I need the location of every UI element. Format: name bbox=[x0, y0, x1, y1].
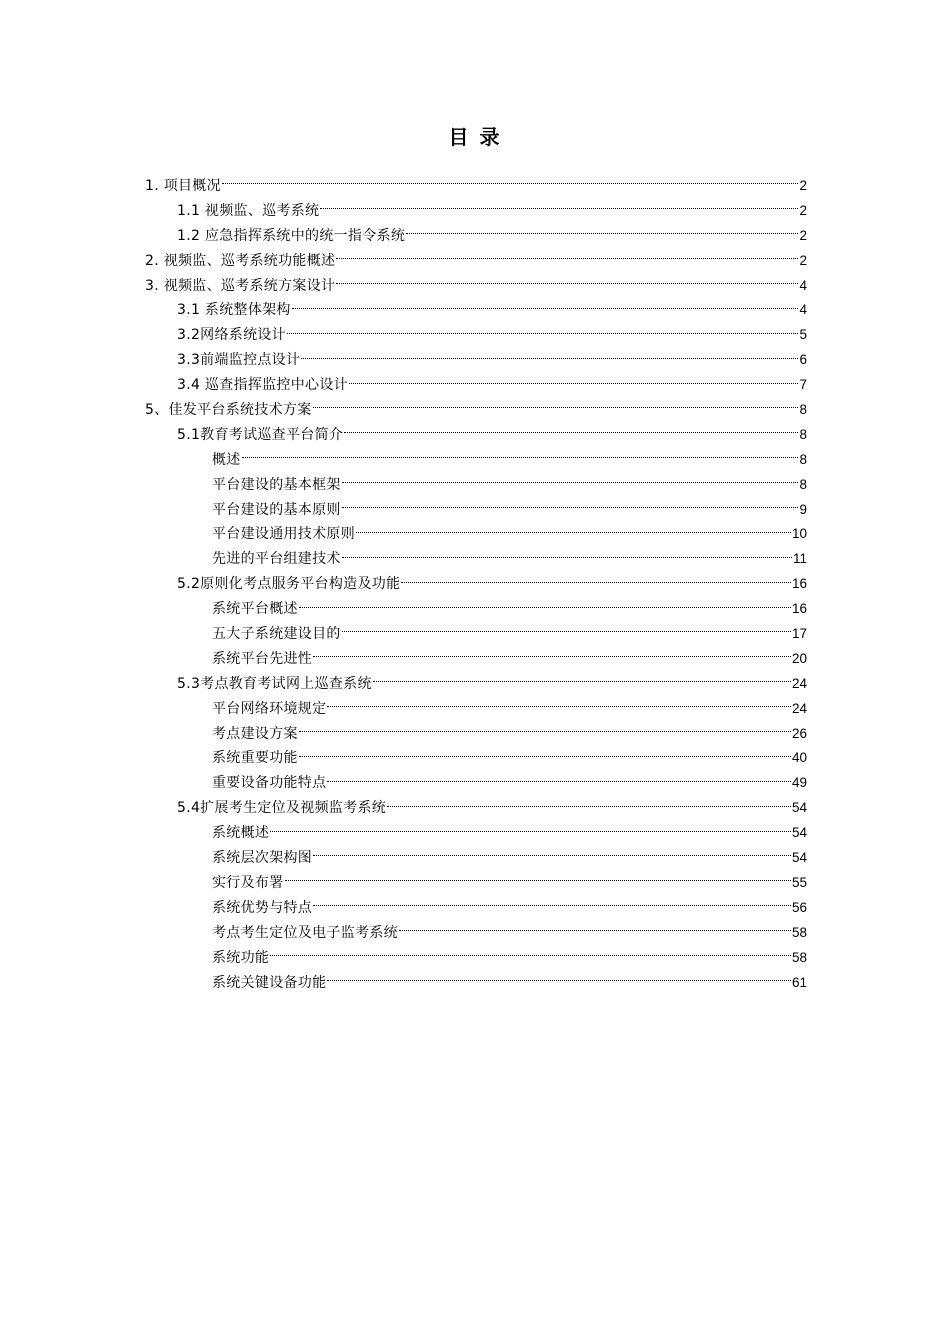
toc-entry[interactable] bbox=[0, 323, 807, 348]
toc-entry-text[interactable]: 平台建设的基本原则 bbox=[212, 501, 341, 518]
toc-entry-text[interactable]: 五大子系统建设目的 bbox=[212, 626, 341, 643]
toc-page-number[interactable]: 16 bbox=[791, 601, 807, 617]
dot-leader bbox=[299, 755, 791, 757]
toc-entry[interactable] bbox=[0, 921, 807, 946]
dot-leader bbox=[313, 904, 791, 906]
toc-page-number[interactable]: 24 bbox=[791, 675, 807, 691]
dot-leader bbox=[336, 282, 798, 284]
toc-entry[interactable] bbox=[0, 622, 807, 647]
dot-leader bbox=[327, 780, 791, 782]
toc-page-number[interactable]: 56 bbox=[791, 899, 807, 915]
toc-entry[interactable] bbox=[0, 348, 807, 373]
dot-leader bbox=[285, 879, 791, 881]
toc-page-number[interactable]: 8 bbox=[799, 451, 807, 467]
dot-leader bbox=[313, 655, 791, 657]
toc-page-number[interactable]: 58 bbox=[791, 949, 807, 965]
toc-entry[interactable] bbox=[0, 199, 807, 224]
toc-entry-text[interactable]: 3. 视频监、巡考系统方案设计 bbox=[145, 277, 336, 294]
toc-page-number[interactable]: 20 bbox=[791, 650, 807, 666]
toc-entry-text[interactable]: 系统重要功能 bbox=[212, 750, 298, 767]
toc-entry-text[interactable]: 5.4扩展考生定位及视频监考系统 bbox=[177, 800, 387, 817]
toc-page-number[interactable]: 26 bbox=[791, 725, 807, 741]
toc-entry-text[interactable]: 平台建设通用技术原则 bbox=[212, 526, 355, 543]
toc-page-number[interactable]: 8 bbox=[799, 426, 807, 442]
dot-leader bbox=[301, 357, 798, 359]
toc-entry[interactable] bbox=[0, 697, 807, 722]
toc-page-number[interactable]: 2 bbox=[799, 252, 807, 268]
dot-leader bbox=[349, 382, 799, 384]
toc-entry-text[interactable]: 3.3前端监控点设计 bbox=[177, 352, 301, 369]
toc-page-number[interactable]: 61 bbox=[791, 974, 807, 990]
toc-entry[interactable] bbox=[0, 398, 807, 423]
toc-page-number[interactable]: 2 bbox=[799, 202, 807, 218]
toc-page-number[interactable]: 24 bbox=[791, 700, 807, 716]
toc-entry-text[interactable]: 3.4 巡查指挥监控中心设计 bbox=[177, 377, 348, 394]
toc-entry[interactable] bbox=[0, 796, 807, 821]
toc-entry[interactable] bbox=[0, 249, 807, 274]
dot-leader bbox=[287, 332, 799, 334]
toc-entry[interactable] bbox=[0, 846, 807, 871]
toc-entry-text[interactable]: 5.1教育考试巡查平台简介 bbox=[177, 426, 344, 443]
toc-page-number[interactable]: 4 bbox=[799, 302, 807, 318]
dot-leader bbox=[406, 232, 798, 234]
toc-page-number[interactable]: 2 bbox=[799, 178, 807, 193]
toc-entry[interactable] bbox=[0, 647, 807, 672]
toc-entry[interactable] bbox=[0, 722, 807, 747]
dot-leader bbox=[356, 531, 791, 533]
toc-title: 目 录 bbox=[448, 125, 502, 149]
dot-leader bbox=[242, 456, 799, 458]
toc-entry[interactable] bbox=[0, 473, 807, 498]
toc-entry-text[interactable]: 5.3考点教育考试网上巡查系统 bbox=[177, 675, 372, 692]
table-of-contents bbox=[0, 174, 950, 995]
toc-entry-text[interactable]: 2. 视频监、巡考系统功能概述 bbox=[145, 252, 336, 269]
toc-entry[interactable] bbox=[0, 174, 807, 199]
toc-entry-text[interactable]: 5.2原则化考点服务平台构造及功能 bbox=[177, 576, 401, 593]
dot-leader bbox=[270, 954, 791, 956]
toc-entry-text[interactable]: 系统平台先进性 bbox=[212, 650, 313, 667]
toc-entry[interactable] bbox=[0, 746, 807, 771]
toc-entry-text[interactable]: 概述 bbox=[212, 451, 241, 468]
toc-entry-text[interactable]: 平台网络环境规定 bbox=[212, 700, 327, 717]
dot-leader bbox=[292, 307, 799, 309]
toc-page-number[interactable]: 10 bbox=[791, 526, 807, 542]
toc-entry-text[interactable]: 3.2网络系统设计 bbox=[177, 327, 286, 344]
toc-page-number[interactable]: 8 bbox=[799, 402, 807, 418]
toc-page-number[interactable]: 54 bbox=[791, 825, 807, 841]
toc-page-number[interactable]: 49 bbox=[791, 775, 807, 791]
toc-entry[interactable] bbox=[0, 547, 807, 572]
toc-entry[interactable] bbox=[0, 373, 807, 398]
toc-entry[interactable] bbox=[0, 274, 807, 299]
toc-entry[interactable] bbox=[0, 672, 807, 697]
toc-page-number[interactable]: 54 bbox=[791, 850, 807, 866]
toc-entry[interactable] bbox=[0, 572, 807, 597]
toc-entry-text[interactable]: 先进的平台组建技术 bbox=[212, 551, 341, 568]
toc-entry-text[interactable]: 考点考生定位及电子监考系统 bbox=[212, 924, 398, 941]
toc-entry-text[interactable]: 3.1 系统整体架构 bbox=[177, 302, 291, 319]
toc-entry[interactable] bbox=[0, 871, 807, 896]
dot-leader bbox=[270, 830, 791, 832]
toc-entry[interactable] bbox=[0, 896, 807, 921]
toc-entry-text[interactable]: 系统层次架构图 bbox=[212, 850, 313, 867]
toc-page-number[interactable]: 55 bbox=[791, 874, 807, 890]
dot-leader bbox=[222, 182, 799, 184]
toc-page-number[interactable]: 4 bbox=[799, 277, 807, 293]
toc-page-number[interactable]: 40 bbox=[791, 750, 807, 766]
toc-entry[interactable] bbox=[0, 597, 807, 622]
toc-entry-text[interactable]: 系统平台概述 bbox=[212, 601, 298, 618]
dot-leader bbox=[399, 929, 791, 931]
dot-leader bbox=[336, 257, 798, 259]
toc-page-number[interactable]: 9 bbox=[799, 501, 807, 517]
toc-page-number[interactable]: 11 bbox=[792, 551, 807, 567]
toc-entry-text[interactable]: 系统关键设备功能 bbox=[212, 974, 327, 991]
dot-leader bbox=[373, 680, 791, 682]
dot-leader bbox=[401, 581, 791, 583]
toc-page-number[interactable]: 7 bbox=[799, 377, 807, 393]
dot-leader bbox=[299, 730, 791, 732]
toc-entry[interactable] bbox=[0, 821, 807, 846]
toc-entry-text[interactable]: 重要设备功能特点 bbox=[212, 775, 327, 792]
toc-entry-text[interactable]: 平台建设的基本框架 bbox=[212, 476, 341, 493]
toc-entry[interactable] bbox=[0, 771, 807, 796]
dot-leader bbox=[342, 481, 799, 483]
toc-page-number[interactable]: 5 bbox=[799, 327, 807, 343]
toc-entry[interactable] bbox=[0, 298, 807, 323]
toc-entry-text[interactable]: 系统概述 bbox=[212, 825, 270, 842]
toc-entry-text[interactable]: 系统优势与特点 bbox=[212, 899, 313, 916]
dot-leader bbox=[342, 630, 791, 632]
dot-leader bbox=[344, 431, 798, 433]
toc-entry-text[interactable]: 系统功能 bbox=[212, 949, 270, 966]
toc-page-number[interactable]: 6 bbox=[799, 352, 807, 368]
toc-page-number[interactable]: 54 bbox=[791, 800, 807, 816]
toc-entry-text[interactable]: 1. 项目概况 bbox=[145, 178, 221, 194]
toc-entry-text[interactable]: 1.2 应急指挥系统中的统一指令系统 bbox=[177, 227, 406, 244]
dot-leader bbox=[313, 854, 791, 856]
toc-entry[interactable] bbox=[0, 498, 807, 523]
toc-entry[interactable] bbox=[0, 522, 807, 547]
toc-page-number[interactable]: 17 bbox=[791, 626, 807, 642]
toc-entry[interactable] bbox=[0, 946, 807, 971]
dot-leader bbox=[320, 207, 798, 209]
toc-entry-text[interactable]: 5、佳发平台系统技术方案 bbox=[145, 402, 312, 419]
toc-page-number[interactable]: 2 bbox=[799, 227, 807, 243]
toc-entry[interactable] bbox=[0, 423, 807, 448]
dot-leader bbox=[327, 705, 791, 707]
dot-leader bbox=[299, 606, 791, 608]
dot-leader bbox=[342, 556, 792, 558]
dot-leader bbox=[387, 805, 791, 807]
toc-page-number[interactable]: 58 bbox=[791, 924, 807, 940]
toc-page-number[interactable]: 16 bbox=[791, 576, 807, 592]
dot-leader bbox=[313, 406, 799, 408]
toc-entry-text[interactable]: 考点建设方案 bbox=[212, 725, 298, 742]
dot-leader bbox=[342, 506, 799, 508]
toc-entry-text[interactable]: 实行及布署 bbox=[212, 874, 284, 891]
toc-entry[interactable] bbox=[0, 224, 807, 249]
toc-entry[interactable] bbox=[0, 448, 807, 473]
toc-entry[interactable] bbox=[0, 971, 807, 996]
toc-page-number[interactable]: 8 bbox=[799, 476, 807, 492]
dot-leader bbox=[327, 979, 791, 981]
toc-entry-text[interactable]: 1.1 视频监、巡考系统 bbox=[177, 202, 320, 219]
